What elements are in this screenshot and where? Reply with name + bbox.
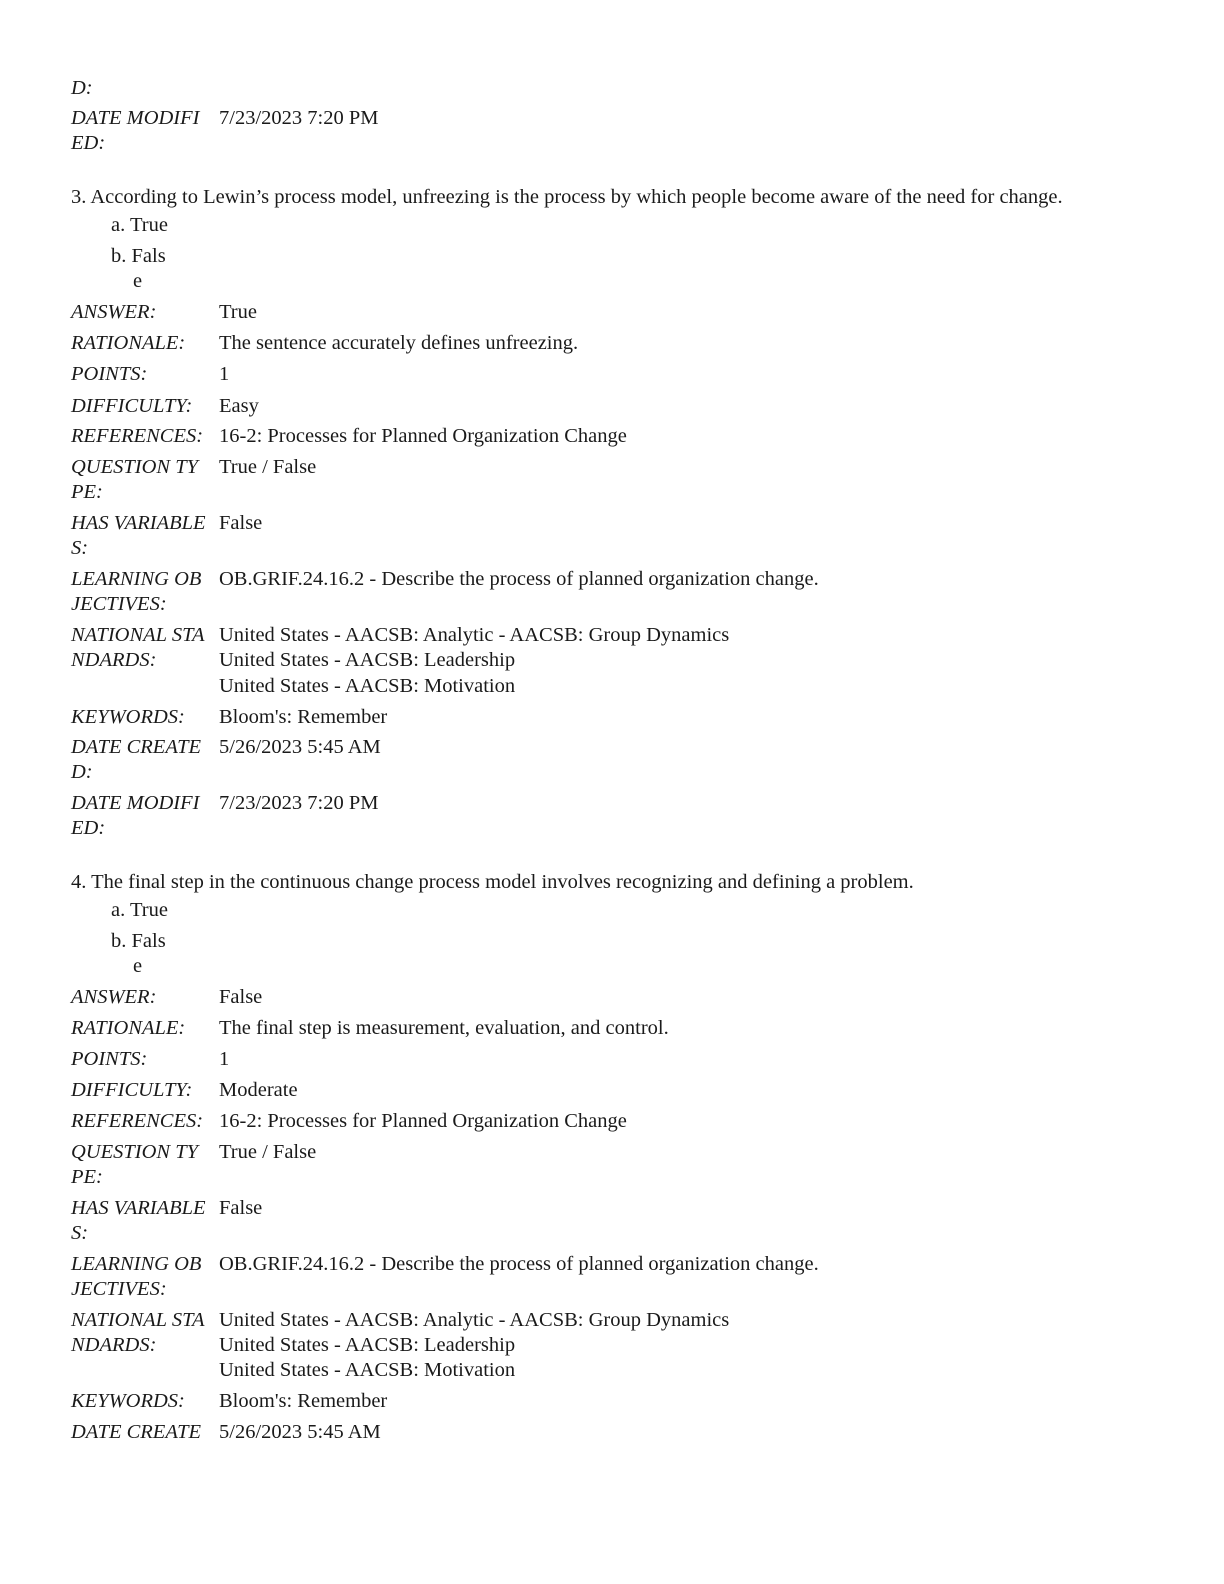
footer-fragment-right — [1066, 1462, 1126, 1466]
q4-difficulty-value: Moderate — [219, 1079, 298, 1101]
q4-ns-label: NATIONAL STA — [71, 1309, 205, 1331]
q4-lo-value: OB.GRIF.24.16.2 - Describe the process of planned organization change. — [219, 1253, 819, 1275]
q3-references-label: REFERENCES: — [71, 425, 204, 447]
q3-keywords-label: KEYWORDS: — [71, 706, 185, 728]
q3-rationale-label: RATIONALE: — [71, 332, 186, 354]
q3-difficulty-value: Easy — [219, 395, 259, 417]
q3-modified-label: DATE MODIFI — [71, 792, 200, 814]
q3-ns-value-1: United States - AACSB: Analytic - AACSB: Group Dynamics — [219, 624, 730, 646]
q3-ns-label: NATIONAL STA — [71, 624, 205, 646]
q3-modified-value: 7/23/2023 7:20 PM — [219, 792, 379, 814]
q3-ns-value-3: United States - AACSB: Motivation — [219, 675, 516, 697]
q3-answer-value: True — [219, 301, 257, 323]
q4-hasvar-value: False — [219, 1197, 263, 1219]
q4-lo-label: LEARNING OB — [71, 1253, 202, 1275]
question-3-option-b-wrap: e — [133, 270, 143, 292]
q3-points-value: 1 — [219, 363, 230, 385]
question-3-stem: 3. According to Lewin’s process model, unfreezing is the process by which people become aware of the need for change. — [71, 186, 1063, 208]
q4-ns-value-1: United States - AACSB: Analytic - AACSB: Group Dynamics — [219, 1309, 730, 1331]
q4-lo-label-cont: JECTIVES: — [71, 1278, 167, 1300]
question-3-option-b: b. Fals — [111, 245, 166, 267]
created-label-tail: D: — [71, 77, 93, 99]
q3-difficulty-label: DIFFICULTY: — [71, 395, 193, 417]
q3-references-value: 16-2: Processes for Planned Organization Change — [219, 425, 627, 447]
question-3-option-a: a. True — [111, 214, 168, 236]
q3-hasvar-value: False — [219, 512, 263, 534]
q3-ns-value-2: United States - AACSB: Leadership — [219, 649, 516, 671]
q3-points-label: POINTS: — [71, 363, 148, 385]
q3-keywords-value: Bloom's: Remember — [219, 706, 388, 728]
q3-created-label-cont: D: — [71, 761, 93, 783]
q3-lo-value: OB.GRIF.24.16.2 - Describe the process of planned organization change. — [219, 568, 819, 590]
modified-label-cont: ED: — [71, 132, 106, 154]
q4-hasvar-label: HAS VARIABLE — [71, 1197, 206, 1219]
q4-keywords-value: Bloom's: Remember — [219, 1390, 388, 1412]
q3-modified-label-cont: ED: — [71, 817, 106, 839]
question-4-option-b: b. Fals — [111, 930, 166, 952]
q4-qtype-label-cont: PE: — [71, 1166, 103, 1188]
q4-ns-value-3: United States - AACSB: Motivation — [219, 1359, 516, 1381]
q4-rationale-label: RATIONALE: — [71, 1017, 186, 1039]
q3-answer-label: ANSWER: — [71, 301, 157, 323]
q4-references-label: REFERENCES: — [71, 1110, 204, 1132]
footer-fragment-left — [71, 1462, 391, 1466]
q4-answer-label: ANSWER: — [71, 986, 157, 1008]
q4-created-value: 5/26/2023 5:45 AM — [219, 1421, 381, 1443]
q3-hasvar-label-cont: S: — [71, 537, 89, 559]
q3-ns-label-cont: NDARDS: — [71, 649, 157, 671]
q3-created-value: 5/26/2023 5:45 AM — [219, 736, 381, 758]
question-4-option-a: a. True — [111, 899, 168, 921]
q3-lo-label-cont: JECTIVES: — [71, 593, 167, 615]
modified-label: DATE MODIFI — [71, 107, 200, 129]
q4-qtype-label: QUESTION TY — [71, 1141, 199, 1163]
question-4-stem: 4. The final step in the continuous change process model involves recognizing and defining a problem. — [71, 871, 914, 893]
q4-points-value: 1 — [219, 1048, 230, 1070]
q4-references-value: 16-2: Processes for Planned Organization Change — [219, 1110, 627, 1132]
q3-rationale-value: The sentence accurately defines unfreezing. — [219, 332, 579, 354]
q3-created-label: DATE CREATE — [71, 736, 202, 758]
question-4-option-b-wrap: e — [133, 955, 143, 977]
q4-keywords-label: KEYWORDS: — [71, 1390, 185, 1412]
modified-value: 7/23/2023 7:20 PM — [219, 107, 379, 129]
q3-lo-label: LEARNING OB — [71, 568, 202, 590]
q4-created-label: DATE CREATE — [71, 1421, 202, 1443]
q4-points-label: POINTS: — [71, 1048, 148, 1070]
q4-rationale-value: The final step is measurement, evaluation, and control. — [219, 1017, 669, 1039]
q4-answer-value: False — [219, 986, 263, 1008]
q3-hasvar-label: HAS VARIABLE — [71, 512, 206, 534]
q4-ns-label-cont: NDARDS: — [71, 1334, 157, 1356]
q4-ns-value-2: United States - AACSB: Leadership — [219, 1334, 516, 1356]
q4-difficulty-label: DIFFICULTY: — [71, 1079, 193, 1101]
q3-qtype-value: True / False — [219, 456, 317, 478]
q3-qtype-label-cont: PE: — [71, 481, 103, 503]
q4-qtype-value: True / False — [219, 1141, 317, 1163]
q4-hasvar-label-cont: S: — [71, 1222, 89, 1244]
q3-qtype-label: QUESTION TY — [71, 456, 199, 478]
